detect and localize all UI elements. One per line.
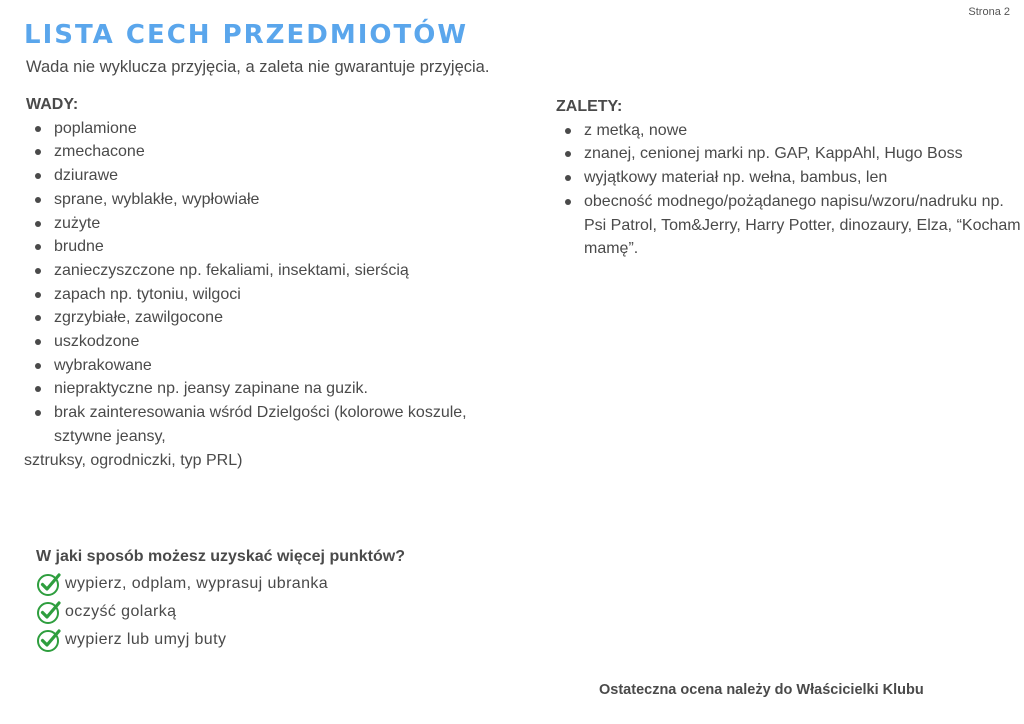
wady-list bbox=[26, 117, 496, 449]
list-item: poplamione bbox=[26, 117, 496, 141]
tips-question: W jaki sposób możesz uzyskać więcej punktów? bbox=[36, 548, 405, 565]
list-item: zgrzybiałe, zawilgocone bbox=[26, 306, 496, 330]
list-item: sprane, wyblakłe, wypłowiałe bbox=[26, 188, 496, 212]
tip-text: wypierz lub umyj buty bbox=[65, 631, 227, 648]
page-subtitle: Wada nie wyklucza przyjęcia, a zaleta nie gwarantuje przyjęcia. bbox=[26, 58, 490, 76]
list-item: zapach np. tytoniu, wilgoci bbox=[26, 283, 496, 307]
tip-item bbox=[36, 570, 536, 598]
page-title: LISTA CECH PRZEDMIOTÓW bbox=[24, 20, 469, 50]
list-item: brak zainteresowania wśród Dzielgości (kolorowe koszule, sztywne jeansy, bbox=[26, 401, 496, 448]
wady-list-continuation: sztruksy, ogrodniczki, typ PRL) bbox=[24, 451, 243, 469]
list-item: znanej, cenionej marki np. GAP, KappAhl, Hugo Boss bbox=[556, 142, 1021, 166]
list-item: wyjątkowy materiał np. wełna, bambus, len bbox=[556, 166, 1021, 190]
tip-item bbox=[36, 598, 536, 626]
tip-item bbox=[36, 626, 536, 654]
list-item: zmechacone bbox=[26, 140, 496, 164]
tip-text: oczyść golarką bbox=[65, 603, 177, 620]
zalety-heading: ZALETY: bbox=[556, 98, 623, 115]
list-item: brudne bbox=[26, 235, 496, 259]
check-circle-icon bbox=[36, 599, 62, 625]
page-number: Strona 2 bbox=[968, 6, 1010, 18]
list-item: uszkodzone bbox=[26, 330, 496, 354]
list-item: obecność modnego/pożądanego napisu/wzoru/nadruku np. Psi Patrol, Tom&Jerry, Harry Potter, dinozaury, Elza, “Kocham mamę”. bbox=[556, 190, 1021, 261]
check-circle-icon bbox=[36, 627, 62, 653]
zalety-section bbox=[556, 95, 1021, 261]
list-item: z metką, nowe bbox=[556, 119, 1021, 143]
list-item: dziurawe bbox=[26, 164, 496, 188]
check-circle-icon bbox=[36, 571, 62, 597]
wady-heading: WADY: bbox=[26, 96, 79, 113]
list-item: zanieczyszczone np. fekaliami, insektami, sierścią bbox=[26, 259, 496, 283]
tip-text: wypierz, odplam, wyprasuj ubranka bbox=[65, 575, 329, 592]
list-item: niepraktyczne np. jeansy zapinane na guzik. bbox=[26, 377, 496, 401]
tips-section bbox=[36, 546, 536, 654]
list-item: wybrakowane bbox=[26, 354, 496, 378]
list-item: zużyte bbox=[26, 212, 496, 236]
final-note: Ostateczna ocena należy do Właścicielki Klubu bbox=[599, 682, 924, 698]
zalety-list bbox=[556, 119, 1021, 261]
wady-section bbox=[26, 93, 496, 472]
